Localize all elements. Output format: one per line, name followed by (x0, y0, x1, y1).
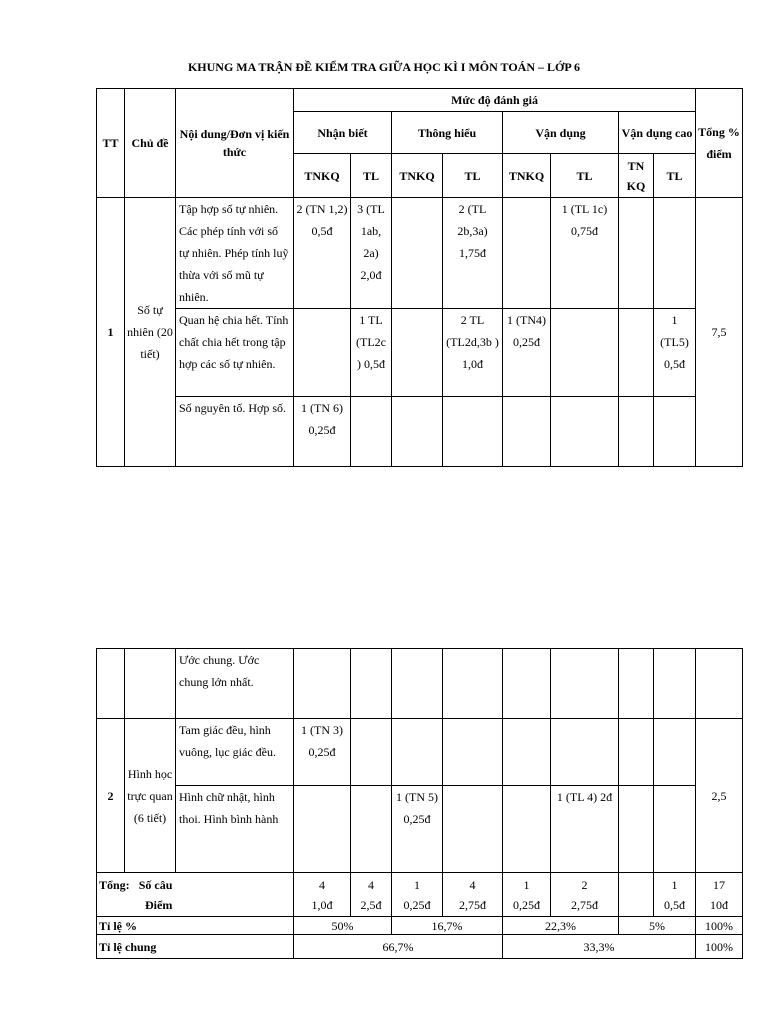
topic-2-total: 2,5 (696, 719, 743, 873)
cell (443, 397, 503, 467)
header-tong: Tổng % điểm (696, 89, 743, 198)
topic-1-total: 7,5 (696, 198, 743, 467)
ti-le-chung-1: 66,7% (294, 935, 503, 959)
cell (294, 309, 351, 397)
header-chu-de: Chủ đề (125, 89, 176, 198)
so-cau-value: 4 (368, 877, 374, 892)
header-van-dung-cao: Vận dụng cao (619, 112, 696, 154)
cell (503, 397, 551, 467)
so-cau-value: 4 (469, 877, 476, 892)
so-cau-value: 17 (713, 877, 725, 892)
cell: 1 TL (TL2c ) 0,5đ (351, 309, 392, 397)
topic-1-number: 1 (97, 198, 125, 467)
cell: 1 (TN 3) 0,25đ (294, 719, 351, 786)
topic-2-name: Hình học trực quan (6 tiết) (125, 719, 176, 873)
so-cau-label: Số câu (138, 877, 173, 892)
cell (351, 649, 392, 719)
topic-1-content-2: Quan hệ chia hết. Tính chất chia hết trong tập hợp các số tự nhiên. (176, 309, 294, 397)
summary-cell (392, 873, 443, 917)
summary-cell (654, 873, 696, 917)
cell (125, 649, 176, 719)
diem-value: 0,5đ (664, 897, 685, 912)
ti-le-chung-total: 100% (696, 935, 743, 959)
cell (351, 397, 392, 467)
header-th-tl: TL (443, 154, 503, 198)
diem-value: 0,25đ (403, 897, 431, 912)
cell (392, 198, 443, 309)
cell (654, 198, 696, 309)
header-noi-dung: Nội dung/Đơn vị kiến thức (176, 89, 294, 198)
cell (503, 649, 551, 719)
ti-le-chung-label: Tỉ lệ chung (97, 935, 294, 959)
cell (551, 397, 619, 467)
cell (392, 719, 443, 786)
header-nb-tnkq: TNKQ (294, 154, 351, 198)
cell (503, 198, 551, 309)
cell (654, 397, 696, 467)
summary-label (97, 873, 294, 917)
so-cau-value: 4 (319, 877, 325, 892)
topic-1-content-1: Tập hợp số tự nhiên. Các phép tính với số tự nhiên. Phép tính luỹ thừa với số mũ tự nhiên. (176, 198, 294, 309)
cell (696, 649, 743, 719)
header-van-dung: Vận dụng (503, 112, 619, 154)
tong-label: Tổng: (99, 877, 130, 892)
so-cau-value: 1 (671, 877, 678, 892)
cell (97, 649, 125, 719)
cell (443, 786, 503, 873)
diem-value: 2,75đ (571, 897, 598, 912)
cell: 1 (TN 6) 0,25đ (294, 397, 351, 467)
cell: 3 (TL 1ab, 2a) 2,0đ (351, 198, 392, 309)
topic-1-name: Số tự nhiên (20 tiết) (125, 198, 176, 467)
header-nb-tl: TL (351, 154, 392, 198)
cell (619, 198, 654, 309)
cell: 1 (TL 4) 2đ (551, 786, 619, 873)
matrix-table-page-1 (96, 88, 743, 467)
topic-1-content-3: Số nguyên tố. Hợp số. (176, 397, 294, 467)
cell (654, 786, 696, 873)
cell (443, 649, 503, 719)
summary-cell (351, 873, 392, 917)
header-muc-do: Mức độ đánh giá (294, 89, 696, 112)
cell (351, 786, 392, 873)
cell (551, 649, 619, 719)
cell (619, 719, 654, 786)
ti-le-total: 100% (696, 917, 743, 935)
cell (654, 719, 696, 786)
summary-cell (696, 873, 743, 917)
summary-cell (443, 873, 503, 917)
cell (619, 397, 654, 467)
ti-le-thong-hieu: 16,7% (392, 917, 503, 935)
cell (619, 786, 654, 873)
ti-le-van-dung: 22,3% (503, 917, 619, 935)
cell: 1 (TL 1c) 0,75đ (551, 198, 619, 309)
cell (551, 719, 619, 786)
diem-value: 2,5đ (360, 897, 382, 912)
cell: 2 (TL 2b,3a) 1,75đ (443, 198, 503, 309)
summary-cell (503, 873, 551, 917)
summary-cell (294, 873, 351, 917)
cell (392, 649, 443, 719)
ti-le-label: Tỉ lệ % (97, 917, 294, 935)
summary-cell (551, 873, 619, 917)
diem-value: 0,25đ (513, 897, 540, 912)
so-cau-value: 1 (523, 877, 530, 892)
header-vd-tl: TL (551, 154, 619, 198)
cell (351, 719, 392, 786)
header-vdc-tl: TL (654, 154, 696, 198)
cell (503, 719, 551, 786)
matrix-table-page-2 (96, 648, 743, 959)
topic-2-number: 2 (97, 719, 125, 873)
cell: 2 TL (TL2d,3b ) 1,0đ (443, 309, 503, 397)
cell (443, 719, 503, 786)
cell: 1 (TN4) 0,25đ (503, 309, 551, 397)
cell (294, 786, 351, 873)
cell (294, 649, 351, 719)
header-tt: TT (97, 89, 125, 198)
diem-value: 10đ (710, 897, 728, 912)
cell (619, 309, 654, 397)
header-thong-hieu: Thông hiểu (392, 112, 503, 154)
ti-le-chung-2: 33,3% (503, 935, 696, 959)
header-nhan-biet: Nhận biết (294, 112, 392, 154)
page-title: KHUNG MA TRẬN ĐỀ KIỂM TRA GIỮA HỌC KÌ I MÔN TOÁN – LỚP 6 (187, 60, 581, 74)
header-vdc-tnkq: TN KQ (619, 154, 654, 198)
continued-content: Ước chung. Ước chung lớn nhất. (176, 649, 294, 719)
cell (619, 649, 654, 719)
cell (392, 397, 443, 467)
header-vd-tnkq: TNKQ (503, 154, 551, 198)
ti-le-van-dung-cao: 5% (619, 917, 696, 935)
cell: 2 (TN 1,2) 0,5đ (294, 198, 351, 309)
summary-cell (619, 873, 654, 917)
cell (551, 309, 619, 397)
diem-label: Điểm (145, 897, 173, 912)
diem-value: 1,0đ (311, 897, 333, 912)
cell: 1 (TN 5) 0,25đ (392, 786, 443, 873)
so-cau-value: 2 (581, 877, 588, 892)
topic-2-content-2: Hình chữ nhật, hình thoi. Hình bình hành (176, 786, 294, 873)
cell (392, 309, 443, 397)
cell (503, 786, 551, 873)
cell: 1 (TL5) 0,5đ (654, 309, 696, 397)
topic-2-content-1: Tam giác đều, hình vuông, lục giác đều. (176, 719, 294, 786)
diem-value: 2,75đ (459, 897, 486, 912)
so-cau-value: 1 (414, 877, 420, 892)
cell (654, 649, 696, 719)
header-th-tnkq: TNKQ (392, 154, 443, 198)
ti-le-nhan-biet: 50% (294, 917, 392, 935)
